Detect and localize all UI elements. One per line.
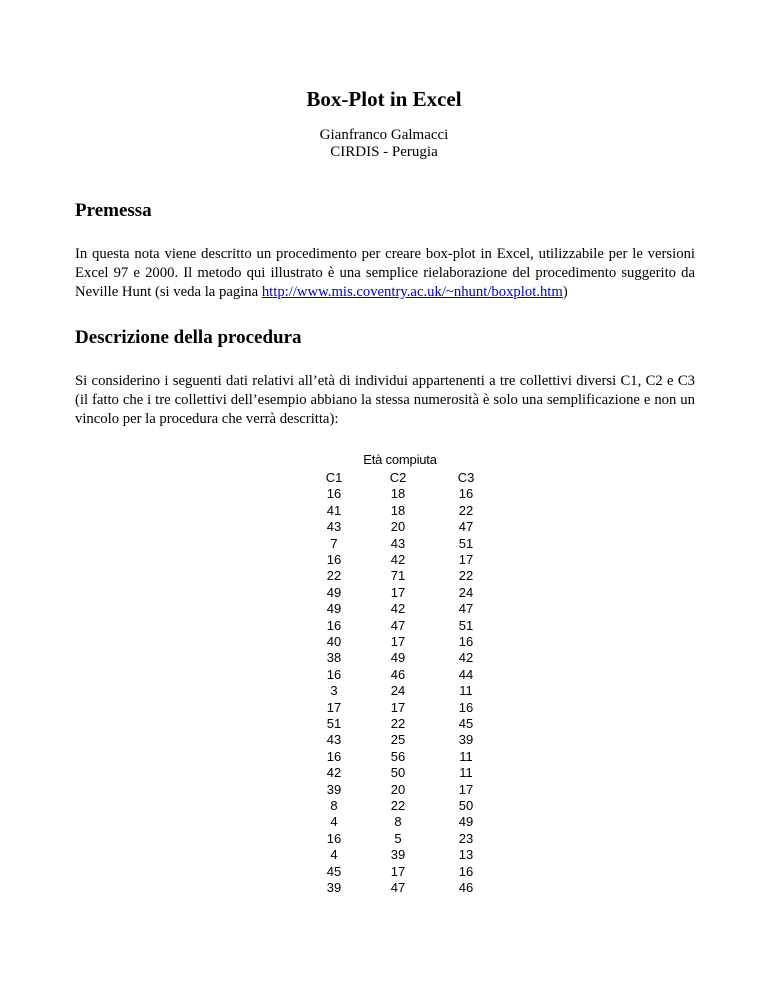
table-cell-c1: 8 <box>330 798 338 813</box>
table-cell-c2: 20 <box>390 519 406 535</box>
table-cell-c1: 22 <box>326 568 342 584</box>
table-cell-c1: 45 <box>326 863 342 879</box>
table-cell-c3: 42 <box>458 650 474 666</box>
table-cell-c3: 16 <box>458 699 474 715</box>
table-cell-c1: 43 <box>326 732 342 748</box>
table-cell-c1: 16 <box>326 617 342 633</box>
table-cell-c2: 24 <box>390 683 406 699</box>
paragraph-descrizione: Si considerino i seguenti dati relativi all’età di individui appartenenti a tre collettivi diversi C1, C2 e C3 (il fatto che i tre collettivi dell’esempio abbiano la stessa numerosità è solo una semplificazione e non un vincolo per la procedura che verrà descritta): <box>75 373 695 427</box>
table-row <box>290 864 500 880</box>
table-cell-c1: 16 <box>326 486 342 502</box>
table-cell-c2: 18 <box>390 486 406 502</box>
table-cell-c1: 40 <box>326 634 342 649</box>
table-cell-c1: 39 <box>326 781 342 797</box>
table-cell-c2: 42 <box>390 601 406 617</box>
table-cell-c3: 51 <box>458 535 474 551</box>
table-cell-c3: 39 <box>458 732 474 748</box>
table-cell-c1: 16 <box>326 830 342 846</box>
author-affiliation: CIRDIS - Perugia <box>330 144 438 160</box>
table-cell-c1: 16 <box>326 552 342 567</box>
table-cell-c2: 47 <box>390 617 406 633</box>
table-cell-c1: 49 <box>326 601 342 617</box>
table-cell-c1: 42 <box>326 765 342 781</box>
table-cell-c2: 49 <box>390 650 406 666</box>
table-cell-c3: 17 <box>458 781 474 797</box>
table-cell-c2: 56 <box>390 748 406 764</box>
table-cell-c2: 8 <box>394 814 402 830</box>
table-cell-c3: 16 <box>458 486 474 502</box>
premessa-text: In questa nota viene descritto un procedimento per creare box-plot in Excel, utilizzabile per le versioni Excel 97 e 2000. Il metodo qui illustrato è una semplice rielaborazione del procedimento suggerito da Neville Hunt (si veda la pagina <box>75 246 695 300</box>
table-cell-c3: 11 <box>459 748 473 764</box>
table-cell-c2: 22 <box>390 798 406 813</box>
table-row <box>290 782 500 798</box>
table-header-row <box>290 470 500 486</box>
table-row <box>290 536 500 552</box>
table-cell-c1: 49 <box>326 584 342 600</box>
table-row <box>290 700 500 716</box>
table-cell-c3: 22 <box>458 568 474 584</box>
table-row <box>290 618 500 634</box>
table-cell-c2: 71 <box>390 568 406 584</box>
table-cell-c2: 42 <box>390 552 406 567</box>
table-cell-c2: 17 <box>390 634 406 649</box>
table-cell-c3: 22 <box>458 502 474 518</box>
section-heading-premessa: Premessa <box>75 200 152 221</box>
table-cell-c2: 22 <box>390 716 406 731</box>
table-cell-c3: 47 <box>458 519 474 535</box>
table-cell-c3: 24 <box>458 584 474 600</box>
table-cell-c2: 47 <box>390 880 406 895</box>
table-cell-c2: 46 <box>390 666 406 682</box>
table-cell-c2: 18 <box>390 502 406 518</box>
table-cell-c1: 3 <box>330 683 338 699</box>
table-cell-c2: 17 <box>390 584 406 600</box>
table-cell-c3: 16 <box>458 863 474 879</box>
table-cell-c2: 50 <box>390 765 406 781</box>
table-cell-c3: 46 <box>458 880 474 895</box>
table-row <box>290 847 500 863</box>
table-row <box>290 585 500 601</box>
table-row <box>290 732 500 748</box>
table-cell-c2: 20 <box>390 781 406 797</box>
table-row <box>290 486 500 502</box>
table-cell-c2: 17 <box>390 863 406 879</box>
table-cell-c2: 5 <box>394 830 402 846</box>
document-title: Box-Plot in Excel <box>306 87 462 111</box>
table-cell-c1: 43 <box>326 519 342 535</box>
table-caption: Età compiuta <box>363 452 437 467</box>
table-cell-c1: 4 <box>330 847 338 863</box>
table-row <box>290 601 500 617</box>
table-cell-c1: 41 <box>326 502 342 518</box>
table-cell-c1: 51 <box>326 716 342 731</box>
author-name: Gianfranco Galmacci <box>319 127 449 143</box>
table-row <box>290 503 500 519</box>
table-row <box>290 552 500 568</box>
boxplot-reference-link[interactable]: http://www.mis.coventry.ac.uk/~nhunt/boxplot.htm <box>261 284 563 300</box>
table-cell-c3: 23 <box>458 830 474 846</box>
table-cell-c2: 25 <box>390 732 406 748</box>
column-header-c3: C3 <box>457 470 475 485</box>
table-cell-c3: 45 <box>458 716 474 731</box>
table-row <box>290 667 500 683</box>
table-row <box>290 798 500 814</box>
table-cell-c3: 44 <box>458 666 474 682</box>
table-cell-c1: 4 <box>330 814 338 830</box>
section-heading-descrizione: Descrizione della procedura <box>75 327 302 348</box>
table-cell-c1: 39 <box>326 880 342 895</box>
column-header-c2: C2 <box>389 470 407 485</box>
table-row <box>290 765 500 781</box>
author-block <box>0 127 768 161</box>
premessa-text-end: ) <box>562 284 568 300</box>
table-cell-c3: 17 <box>458 552 474 567</box>
table-row <box>290 568 500 584</box>
table-row <box>290 683 500 699</box>
table-cell-c1: 16 <box>326 748 342 764</box>
table-cell-c3: 16 <box>458 634 474 649</box>
table-cell-c3: 11 <box>459 683 473 699</box>
table-cell-c3: 11 <box>459 765 473 781</box>
table-cell-c3: 49 <box>458 814 474 830</box>
table-row <box>290 749 500 765</box>
table-row <box>290 814 500 830</box>
table-row <box>290 831 500 847</box>
table-cell-c3: 13 <box>458 847 474 863</box>
table-cell-c2: 39 <box>390 847 406 863</box>
table-cell-c1: 38 <box>326 650 342 666</box>
table-cell-c3: 51 <box>458 617 474 633</box>
table-cell-c3: 47 <box>458 601 474 617</box>
table-row <box>290 650 500 666</box>
table-row <box>290 716 500 732</box>
table-cell-c1: 17 <box>326 699 342 715</box>
table-row <box>290 519 500 535</box>
table-cell-c2: 17 <box>390 699 406 715</box>
table-cell-c1: 16 <box>326 666 342 682</box>
paragraph-premessa <box>75 245 695 302</box>
table-cell-c1: 7 <box>330 535 338 551</box>
column-header-c1: C1 <box>325 470 343 485</box>
table-row <box>290 634 500 650</box>
table-row <box>290 880 500 896</box>
table-cell-c3: 50 <box>458 798 474 813</box>
table-cell-c2: 43 <box>390 535 406 551</box>
